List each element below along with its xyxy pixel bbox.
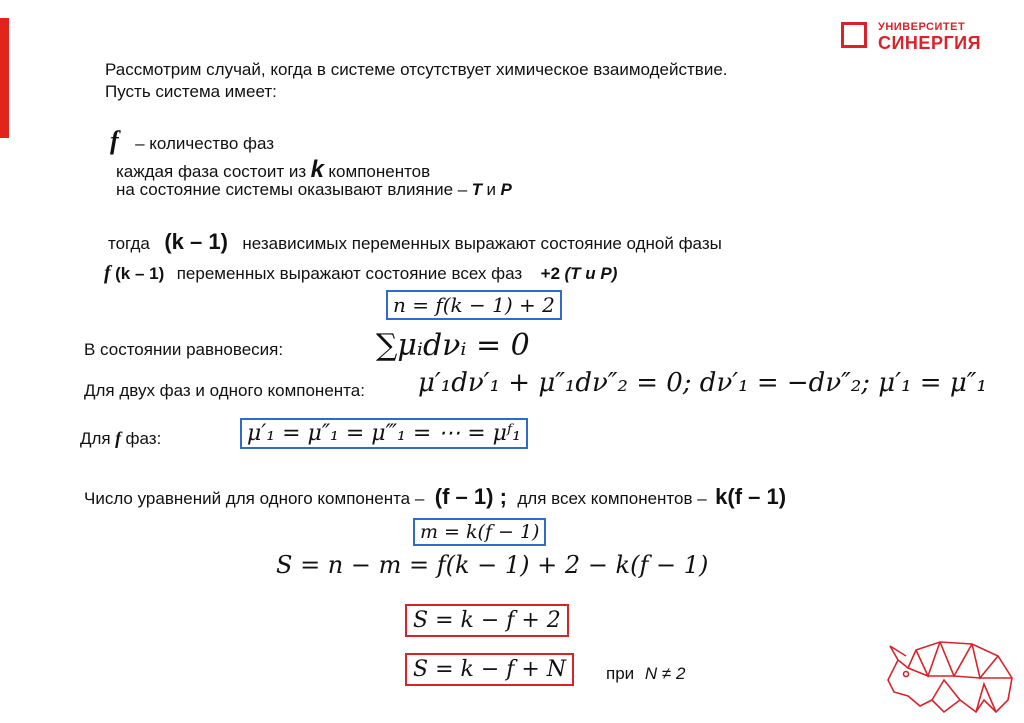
- k1-expr: (k – 1): [164, 229, 228, 254]
- condition-expr: N ≠ 2: [644, 664, 686, 683]
- k1b-expr: (k – 1): [115, 264, 165, 283]
- f-symbol-3: f: [115, 428, 122, 448]
- rhino-illustration-icon: [880, 620, 1020, 718]
- tp-prefix: на состояние системы оказывают влияние –: [116, 180, 468, 199]
- formula-n: n = f(k − 1) + 2: [386, 290, 562, 320]
- k-suffix: компонентов: [328, 162, 431, 181]
- left-accent-bar: [0, 18, 9, 138]
- formula-S-short: S = k − f + 2: [405, 604, 569, 637]
- plus2: +2: [540, 264, 561, 283]
- formula-S-N: S = k − f + N: [405, 653, 574, 686]
- def-f-row: [110, 126, 274, 156]
- logo-line1: УНИВЕРСИТЕТ: [878, 21, 966, 33]
- equilibrium-formula: ∑μᵢdνᵢ = 0: [376, 328, 530, 363]
- f-phases-prefix: Для: [80, 429, 111, 448]
- equilibrium-label: В состоянии равновесия:: [84, 340, 284, 359]
- P-symbol: P: [500, 180, 512, 199]
- equations-middle: для всех компонентов –: [517, 489, 707, 508]
- condition-prefix: при: [606, 664, 635, 683]
- all-phases-text: переменных выражают состояние всех фаз: [176, 264, 523, 283]
- formula-S-full: S = n − m = f(k − 1) + 2 − k(f − 1): [276, 551, 709, 579]
- f-phases-label: [80, 428, 161, 449]
- def-tp-row: [116, 180, 512, 200]
- one-comp-expr: (f – 1) ;: [434, 484, 507, 509]
- tp-expr: (T и P): [564, 264, 618, 283]
- and-word: и: [486, 180, 497, 199]
- equations-row: [84, 484, 786, 510]
- f-text: – количество фаз: [135, 134, 275, 153]
- intro-line-2: Пусть система имеет:: [105, 82, 277, 101]
- T-symbol: T: [471, 180, 483, 199]
- intro-line-1: Рассмотрим случай, когда в системе отсутствует химическое взаимодействие.: [105, 60, 728, 79]
- two-phase-label: Для двух фаз и одного компонента:: [84, 381, 365, 400]
- one-phase-text: независимых переменных выражают состояние одной фазы: [242, 234, 722, 253]
- formula-m: m = k(f − 1): [413, 518, 546, 546]
- equations-prefix: Число уравнений для одного компонента –: [84, 489, 425, 508]
- k-prefix: каждая фаза состоит из: [116, 162, 307, 181]
- then-word: тогда: [108, 234, 150, 253]
- vars-row-1: [108, 229, 722, 255]
- f-symbol: f: [110, 126, 119, 155]
- f-phases-suffix: фаз:: [125, 429, 162, 448]
- logo-icon: [841, 22, 867, 48]
- f-symbol-2: f: [104, 262, 111, 284]
- logo-line2: СИНЕРГИЯ: [878, 33, 982, 53]
- all-comp-expr: k(f – 1): [715, 484, 787, 509]
- f-phases-formula: μ′₁ = μ″₁ = μ‴₁ = ⋯ = μᶠ₁: [240, 418, 528, 449]
- vars-row-2: [104, 262, 617, 285]
- k-symbol: k: [310, 156, 324, 183]
- two-phase-formula: μ′₁dν′₁ + μ″₁dν″₂ = 0; dν′₁ = −dν″₂; μ′₁ = μ″₁: [418, 368, 987, 398]
- condition: [606, 664, 685, 684]
